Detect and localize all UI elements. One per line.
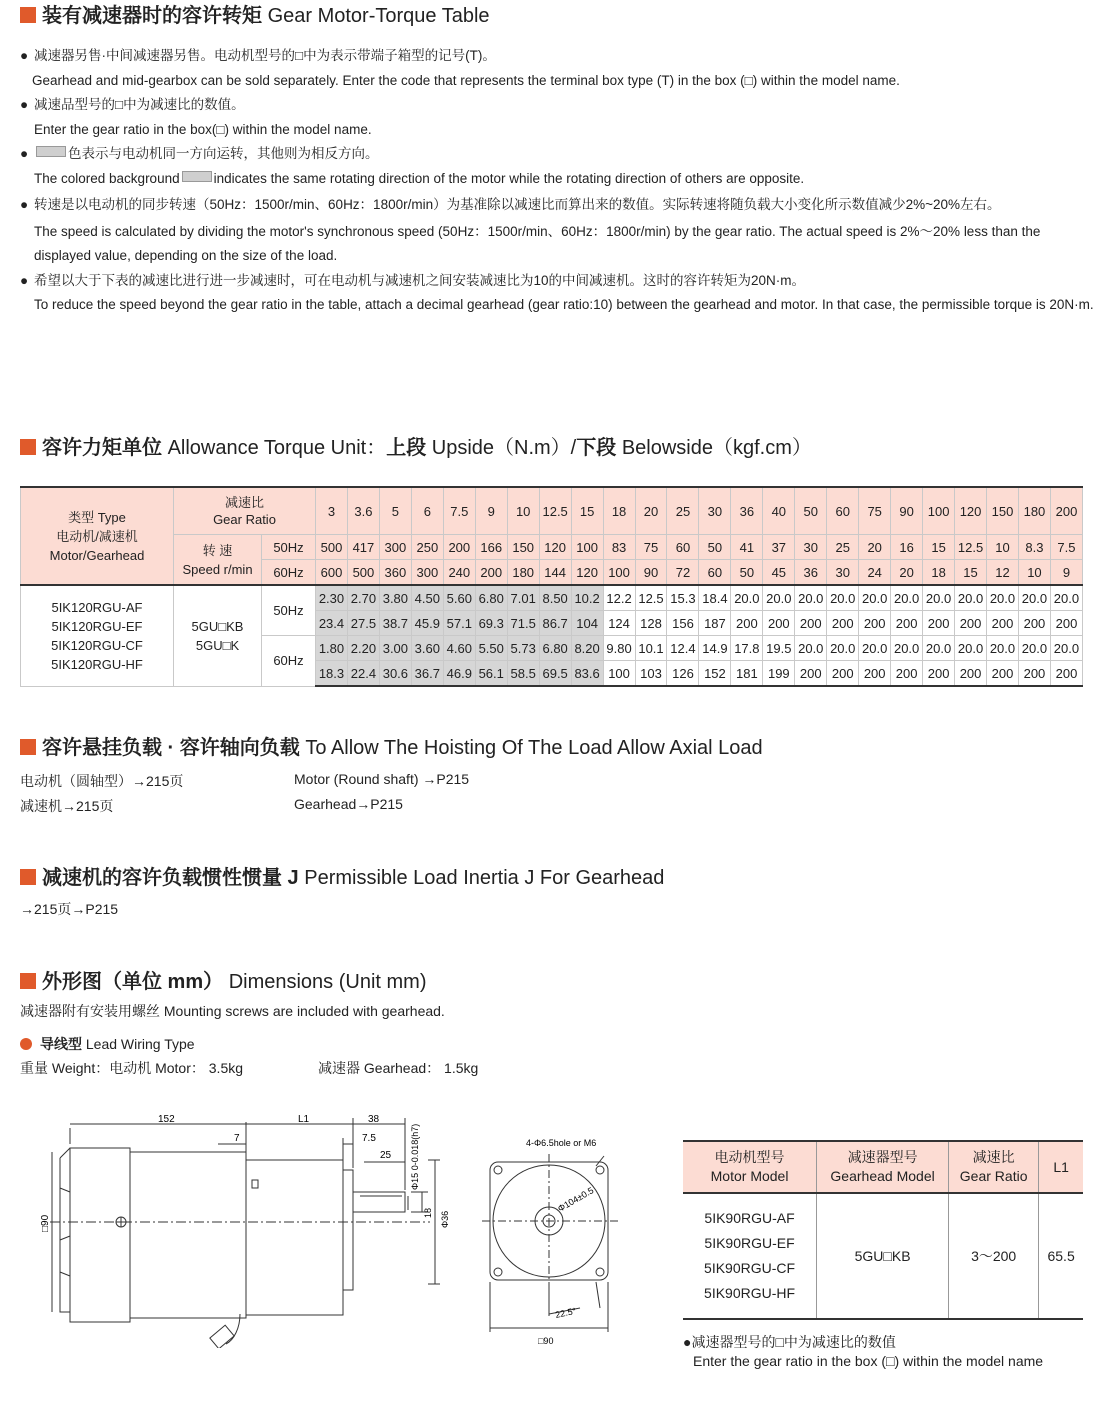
torque-table <box>20 486 1083 687</box>
torque-cell: 45.9 <box>411 611 443 636</box>
dim-25: 25 <box>380 1150 392 1161</box>
motor-model: 5IK90RGU-CF <box>704 1260 796 1276</box>
dim-18: 18 <box>423 1207 433 1218</box>
notes-list: ● 减速器另售·中间减速器另售。电动机型号的□中为表示带端子箱型的记号(T)。 Gearhead and mid-gearbox can be sold separately. Enter the code that represents the terminal box type (T) in the box (□) within the model name. ● 减速品型号的□中为减速比的数值。 Enter the gear ratio in the box(□) within the model name. ● 色表示与电动机同一方向运转，其他则为相反方向。 The colored background indicates the same rotating direction of the motor while the rotating direction of others are opposite. ● 转速是以电动机的同步转速（50Hz：1500r/min、60Hz：1800r/min）为基准除以减速比而算出来的数值。实际转速将随负载大小变化所示数值减少2%~20%左右。 The speed is calculated by dividing the motor's synchronous speed (50Hz：1500r/min、60Hz：1800r/min) by the gear ratio. The actual speed is 2%～20% less than the displayed value, depending on the size of the load. ● 希望以大于下表的减速比进行进一步减速时，可在电动机与减速机之间安装减速比为10的中间减速机。这时的容许转矩为20N·m。 To reduce the speed beyond the gear ratio in the table, attach a decimal gearhead (gear ratio:10) between the gearhead and motor. In that case, the permissible torque is 20N·m. <box>20 48 1094 312</box>
dim-90: □90 <box>40 1214 51 1232</box>
speed-cell: 50 <box>731 560 763 586</box>
type-header: 类型 Type 电动机/减速机 Motor/Gearhead <box>21 487 174 585</box>
speed-cell: 60 <box>699 560 731 586</box>
section-marker-icon <box>20 973 36 989</box>
section-marker-icon <box>20 739 36 755</box>
torque-cell: 14.9 <box>699 636 731 661</box>
torque-cell: 200 <box>827 661 859 687</box>
torque-cell: 20.0 <box>827 636 859 661</box>
speed-cell: 45 <box>763 560 795 586</box>
ratio-cell: 5 <box>379 487 411 535</box>
speed-cell: 75 <box>635 535 667 560</box>
torque-cell: 200 <box>795 661 827 687</box>
weight-motor: 重量 Weight：电动机 Motor： 3.5kg <box>20 1060 244 1076</box>
torque-cell: 56.1 <box>475 661 507 687</box>
gear-ratio: 3～200 <box>949 1193 1039 1319</box>
speed-cell: 120 <box>539 535 571 560</box>
ratio-cell: 7.5 <box>443 487 475 535</box>
motor-model: 5IK90RGU-HF <box>704 1285 796 1301</box>
gearhead-body <box>246 1160 343 1315</box>
torque-cell: 46.9 <box>443 661 475 687</box>
torque-cell: 71.5 <box>507 611 539 636</box>
speed-cell: 15 <box>923 535 955 560</box>
torque-cell: 15.3 <box>667 585 699 611</box>
l1-value: 65.5 <box>1039 1193 1083 1319</box>
section-marker-icon <box>20 7 36 23</box>
ratio-cell: 30 <box>699 487 731 535</box>
section-title-torque: 装有减速器时的容许转矩 Gear Motor-Torque Table <box>20 4 490 28</box>
color-swatch <box>36 146 66 157</box>
torque-cell: 200 <box>891 661 923 687</box>
speed-cell: 15 <box>955 560 987 586</box>
torque-cell: 30.6 <box>379 661 411 687</box>
speed-cell: 83 <box>603 535 635 560</box>
torque-cell: 200 <box>955 661 987 687</box>
torque-cell: 5.60 <box>443 585 475 611</box>
section-title-hoisting: 容许悬挂负载 · 容许轴向负载 To Allow The Hoisting Of The Load Allow Axial Load <box>20 736 763 760</box>
torque-cell: 3.00 <box>379 636 411 661</box>
speed-cell: 12 <box>987 560 1019 586</box>
torque-cell: 12.4 <box>667 636 699 661</box>
speed-cell: 90 <box>635 560 667 586</box>
torque-cell: 12.2 <box>603 585 635 611</box>
color-swatch <box>182 171 212 182</box>
torque-cell: 200 <box>827 611 859 636</box>
torque-cell: 20.0 <box>1018 585 1050 611</box>
motor-model: 5IK120RGU-HF <box>51 656 143 672</box>
torque-cell: 103 <box>635 661 667 687</box>
gearhead-model: 5GU□KB <box>191 618 244 634</box>
motor-model: 5IK90RGU-EF <box>704 1235 795 1251</box>
torque-cell: 20.0 <box>955 636 987 661</box>
torque-cell: 6.80 <box>475 585 507 611</box>
torque-cell: 20.0 <box>859 636 891 661</box>
torque-cell: 20.0 <box>795 585 827 611</box>
dim-36: Φ36 <box>440 1210 450 1228</box>
gearhead-models-cell <box>174 585 262 686</box>
speed-cell: 120 <box>571 560 603 586</box>
frequency-label: 60Hz <box>262 560 316 586</box>
dim-pcd: Φ104±0.5 <box>556 1185 596 1214</box>
ratio-cell: 15 <box>571 487 603 535</box>
hoisting-line-1-zh: 电动机（圆轴型）→215页 <box>20 773 184 789</box>
side-view-drawing <box>30 1108 450 1348</box>
torque-cell: 200 <box>1018 661 1050 687</box>
speed-cell: 37 <box>763 535 795 560</box>
speed-cell: 18 <box>923 560 955 586</box>
ratio-cell: 60 <box>827 487 859 535</box>
torque-cell: 8.50 <box>539 585 571 611</box>
torque-cell: 36.7 <box>411 661 443 687</box>
torque-cell: 6.80 <box>539 636 571 661</box>
speed-cell: 10 <box>987 535 1019 560</box>
torque-cell: 7.01 <box>507 585 539 611</box>
front-view-drawing <box>478 1132 628 1352</box>
torque-cell: 86.7 <box>539 611 571 636</box>
ratio-cell: 12.5 <box>539 487 571 535</box>
speed-cell: 150 <box>507 535 539 560</box>
ratio-cell: 75 <box>859 487 891 535</box>
torque-cell: 20.0 <box>891 585 923 611</box>
torque-cell: 19.5 <box>763 636 795 661</box>
gearhead-model: 5GU□KB <box>817 1193 949 1319</box>
ratio-cell: 3 <box>316 487 348 535</box>
torque-cell: 20.0 <box>1050 636 1082 661</box>
inertia-ref: →215页→P215 <box>20 901 119 917</box>
torque-cell: 69.3 <box>475 611 507 636</box>
motor-outline <box>60 1148 100 1158</box>
ratio-cell: 100 <box>923 487 955 535</box>
torque-cell: 4.60 <box>443 636 475 661</box>
dimensions-note: 减速器附有安装用螺丝 Mounting screws are included with gearhead. <box>20 1003 445 1019</box>
ratio-cell: 150 <box>987 487 1019 535</box>
torque-cell: 8.20 <box>571 636 603 661</box>
speed-cell: 144 <box>539 560 571 586</box>
torque-cell: 200 <box>763 611 795 636</box>
torque-cell: 181 <box>731 661 763 687</box>
section-title-allowance: 容许力矩单位 Allowance Torque Unit：上段 Upside（N.m）/下段 Belowside（kgf.cm） <box>20 436 812 460</box>
table-row <box>21 585 1083 611</box>
hoisting-line-1-en: Motor (Round shaft) →P215 <box>294 771 470 787</box>
torque-cell: 3.80 <box>379 585 411 611</box>
ratio-cell: 36 <box>731 487 763 535</box>
speed-header: 转 速 Speed r/min <box>174 535 262 586</box>
speed-cell: 100 <box>571 535 603 560</box>
torque-cell: 20.0 <box>731 585 763 611</box>
torque-cell: 2.70 <box>347 585 379 611</box>
torque-cell: 5.50 <box>475 636 507 661</box>
torque-cell: 126 <box>667 661 699 687</box>
speed-cell: 20 <box>891 560 923 586</box>
torque-cell: 58.5 <box>507 661 539 687</box>
speed-cell: 24 <box>859 560 891 586</box>
speed-cell: 417 <box>347 535 379 560</box>
motor-body <box>130 1152 246 1318</box>
torque-cell: 200 <box>859 661 891 687</box>
torque-cell: 200 <box>795 611 827 636</box>
speed-cell: 8.3 <box>1018 535 1050 560</box>
speed-cell: 200 <box>443 535 475 560</box>
dim-angle: 22.5° <box>554 1305 578 1320</box>
torque-cell: 4.50 <box>411 585 443 611</box>
motor-model: 5IK90RGU-AF <box>704 1210 795 1226</box>
speed-cell: 12.5 <box>955 535 987 560</box>
torque-cell: 9.80 <box>603 636 635 661</box>
section-marker-icon <box>20 439 36 455</box>
motor-model: 5IK120RGU-CF <box>51 637 143 653</box>
torque-cell: 18.4 <box>699 585 731 611</box>
torque-cell: 27.5 <box>347 611 379 636</box>
torque-cell: 20.0 <box>955 585 987 611</box>
section-title-inertia: 减速机的容许负载惯性惯量 J Permissible Load Inertia J For Gearhead <box>20 866 664 890</box>
speed-cell: 250 <box>411 535 443 560</box>
wiring-type: 导线型 Lead Wiring Type <box>20 1034 195 1054</box>
torque-cell: 2.20 <box>347 636 379 661</box>
dim-90-front: □90 <box>538 1336 554 1346</box>
frequency-label: 50Hz <box>262 585 316 636</box>
ratio-cell: 120 <box>955 487 987 535</box>
dim-7: 7 <box>234 1133 240 1144</box>
speed-cell: 9 <box>1050 560 1082 586</box>
torque-cell: 12.5 <box>635 585 667 611</box>
torque-cell: 10.2 <box>571 585 603 611</box>
torque-cell: 57.1 <box>443 611 475 636</box>
torque-cell: 69.5 <box>539 661 571 687</box>
speed-cell: 30 <box>795 535 827 560</box>
table-row <box>21 487 1083 535</box>
torque-cell: 20.0 <box>923 636 955 661</box>
torque-cell: 200 <box>731 611 763 636</box>
torque-cell: 20.0 <box>763 585 795 611</box>
dim-152: 152 <box>158 1114 175 1125</box>
speed-cell: 500 <box>316 535 348 560</box>
speed-cell: 25 <box>827 535 859 560</box>
torque-cell: 20.0 <box>891 636 923 661</box>
torque-cell: 200 <box>923 661 955 687</box>
torque-cell: 187 <box>699 611 731 636</box>
torque-cell: 20.0 <box>923 585 955 611</box>
torque-cell: 20.0 <box>859 585 891 611</box>
torque-cell: 100 <box>603 661 635 687</box>
gearhead-model: 5GU□K <box>195 637 240 653</box>
ratio-cell: 3.6 <box>347 487 379 535</box>
speed-cell: 180 <box>507 560 539 586</box>
speed-cell: 500 <box>347 560 379 586</box>
torque-cell: 200 <box>1050 661 1082 687</box>
torque-cell: 18.3 <box>316 661 348 687</box>
torque-cell: 17.8 <box>731 636 763 661</box>
dimension-table: 电动机型号 Motor Model 减速器型号 Gearhead Model 减速比 Gear Ratio L1 5IK90RGU-AF 5IK90RGU-EF 5IK90RGU-CF 5IK90RGU-HF 5GU□KB 3～200 65.5 <box>683 1140 1083 1320</box>
ratio-cell: 18 <box>603 487 635 535</box>
section-marker-icon <box>20 869 36 885</box>
torque-cell: 20.0 <box>987 636 1019 661</box>
section-title-dimensions: 外形图（单位 mm） Dimensions (Unit mm) <box>20 970 427 994</box>
ratio-cell: 10 <box>507 487 539 535</box>
speed-cell: 300 <box>379 535 411 560</box>
torque-cell: 200 <box>859 611 891 636</box>
motor-model: 5IK120RGU-AF <box>51 599 143 615</box>
speed-cell: 16 <box>891 535 923 560</box>
torque-cell: 200 <box>987 611 1019 636</box>
torque-cell: 20.0 <box>987 585 1019 611</box>
motor-model: 5IK120RGU-EF <box>51 618 143 634</box>
torque-cell: 2.30 <box>316 585 348 611</box>
torque-cell: 83.6 <box>571 661 603 687</box>
speed-cell: 36 <box>795 560 827 586</box>
torque-cell: 22.4 <box>347 661 379 687</box>
speed-cell: 240 <box>443 560 475 586</box>
speed-cell: 41 <box>731 535 763 560</box>
torque-cell: 200 <box>1018 611 1050 636</box>
ratio-cell: 20 <box>635 487 667 535</box>
speed-cell: 200 <box>475 560 507 586</box>
bullet-icon <box>20 1038 32 1050</box>
ratio-cell: 90 <box>891 487 923 535</box>
torque-cell: 23.4 <box>316 611 348 636</box>
dim-footnote-zh: ●减速器型号的□中为减速比的数值 <box>683 1334 896 1350</box>
speed-cell: 60 <box>667 535 699 560</box>
torque-cell: 156 <box>667 611 699 636</box>
hoisting-line-2-zh: 减速机→215页 <box>20 798 114 814</box>
speed-cell: 50 <box>699 535 731 560</box>
dim-7-5: 7.5 <box>362 1133 376 1144</box>
torque-cell: 20.0 <box>1018 636 1050 661</box>
ratio-cell: 9 <box>475 487 507 535</box>
torque-cell: 1.80 <box>316 636 348 661</box>
torque-cell: 200 <box>891 611 923 636</box>
table-row <box>21 535 1083 560</box>
speed-cell: 166 <box>475 535 507 560</box>
frequency-label: 50Hz <box>262 535 316 560</box>
ratio-header: 减速比 Gear Ratio <box>174 487 316 535</box>
hoisting-line-2-en: Gearhead→P215 <box>294 796 403 812</box>
speed-cell: 360 <box>379 560 411 586</box>
torque-cell: 200 <box>987 661 1019 687</box>
torque-cell: 3.60 <box>411 636 443 661</box>
speed-cell: 30 <box>827 560 859 586</box>
speed-cell: 7.5 <box>1050 535 1082 560</box>
ratio-cell: 40 <box>763 487 795 535</box>
weight-gearhead: 减速器 Gearhead： 1.5kg <box>318 1060 479 1076</box>
torque-cell: 10.1 <box>635 636 667 661</box>
speed-cell: 20 <box>859 535 891 560</box>
ratio-cell: 180 <box>1018 487 1050 535</box>
torque-cell: 20.0 <box>795 636 827 661</box>
torque-cell: 200 <box>955 611 987 636</box>
shaft <box>353 1192 405 1212</box>
torque-cell: 20.0 <box>827 585 859 611</box>
torque-cell: 128 <box>635 611 667 636</box>
torque-cell: 124 <box>603 611 635 636</box>
ratio-cell: 6 <box>411 487 443 535</box>
torque-cell: 200 <box>923 611 955 636</box>
speed-cell: 100 <box>603 560 635 586</box>
ratio-cell: 50 <box>795 487 827 535</box>
torque-cell: 20.0 <box>1050 585 1082 611</box>
torque-cell: 200 <box>1050 611 1082 636</box>
torque-cell: 199 <box>763 661 795 687</box>
torque-cell: 38.7 <box>379 611 411 636</box>
hole-note: 4-Φ6.5hole or M6 <box>526 1138 597 1148</box>
dim-38: 38 <box>368 1114 380 1125</box>
torque-cell: 104 <box>571 611 603 636</box>
motor-models-cell <box>21 585 174 686</box>
dim-footnote-en: Enter the gear ratio in the box (□) within the model name <box>693 1353 1044 1369</box>
torque-cell: 152 <box>699 661 731 687</box>
speed-cell: 600 <box>316 560 348 586</box>
speed-cell: 10 <box>1018 560 1050 586</box>
ratio-cell: 200 <box>1050 487 1082 535</box>
dim-shaft-dia: Φ15 0-0.018(h7) <box>410 1123 420 1190</box>
frequency-label: 60Hz <box>262 636 316 687</box>
torque-cell: 5.73 <box>507 636 539 661</box>
speed-cell: 300 <box>411 560 443 586</box>
speed-cell: 72 <box>667 560 699 586</box>
ratio-cell: 25 <box>667 487 699 535</box>
dim-l1: L1 <box>298 1114 310 1125</box>
